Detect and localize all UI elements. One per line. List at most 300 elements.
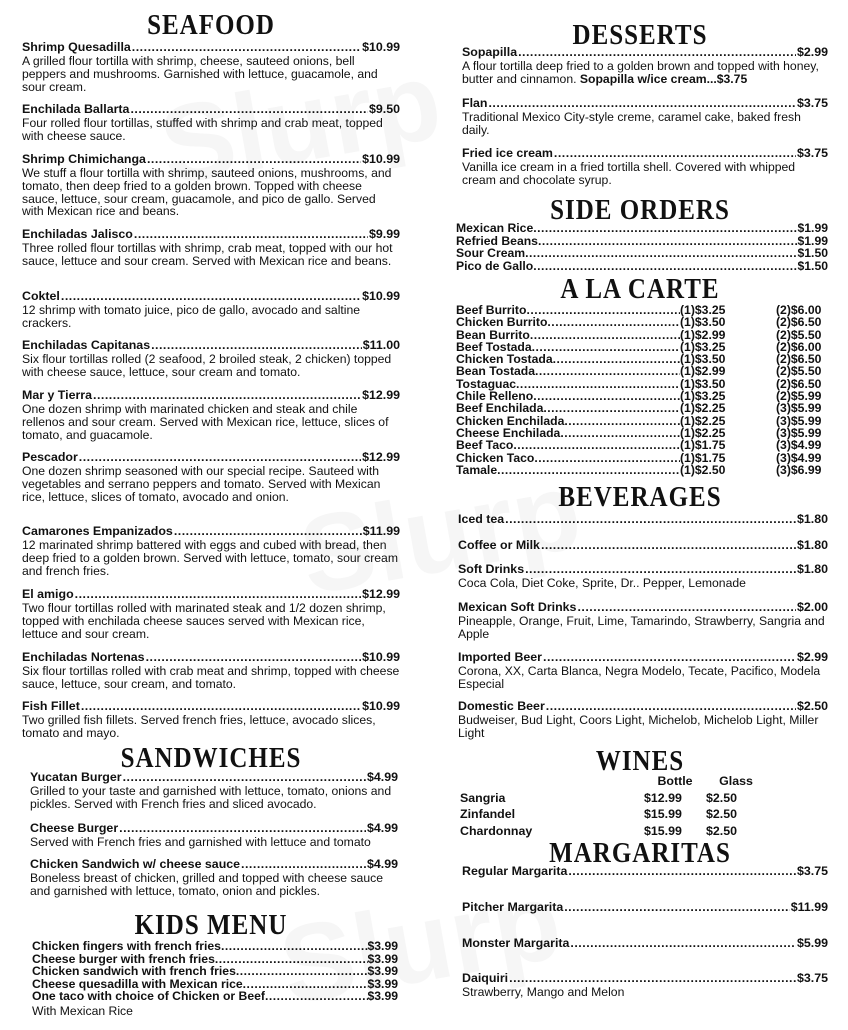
- dot-leader: [75, 587, 361, 601]
- menu-item-price: $3.75: [796, 146, 828, 160]
- menu-item-header: [458, 600, 828, 614]
- menu-item-name: Iced tea: [458, 512, 505, 526]
- menu-item: [462, 864, 828, 878]
- list-item-price: $3.99: [367, 939, 398, 953]
- dot-leader: [215, 953, 368, 966]
- side-orders-list: [456, 222, 828, 272]
- menu-item-description-text: Four rolled flour tortillas, stuffed with shrimp and crab meat, topped with cheese sauce.: [22, 116, 383, 143]
- menu-item-description-text: Strawberry, Mango and Melon: [462, 985, 625, 999]
- menu-item-header: [458, 562, 828, 576]
- dot-leader: [577, 600, 796, 614]
- menu-item-name: Mexican Soft Drinks: [458, 600, 577, 614]
- list-item-name: Refried Beans: [456, 233, 538, 248]
- dot-leader: [509, 971, 796, 985]
- menu-item-description: [22, 167, 400, 218]
- a-la-carte-row: [456, 402, 828, 414]
- menu-item-header: [458, 538, 828, 552]
- menu-item-name: Cheese Burger: [30, 821, 119, 835]
- a-la-carte-price-multi: (3)$4.99: [776, 438, 822, 453]
- dot-leader: [547, 316, 680, 328]
- list-item-price: $1.50: [797, 258, 828, 273]
- dot-leader: [530, 329, 680, 341]
- menu-item: [22, 587, 400, 640]
- wine-name: Zinfandel: [460, 807, 516, 821]
- spacer: [734, 452, 776, 464]
- a-la-carte-row: [456, 452, 828, 464]
- menu-item-header: [22, 289, 400, 303]
- menu-item-description: [22, 353, 400, 379]
- menu-item-header: [458, 650, 828, 664]
- menu-item-header: [462, 971, 828, 985]
- list-item-name: Cheese quesadilla with Mexican rice: [32, 976, 243, 991]
- menu-item-description: [22, 714, 400, 740]
- menu-item-header: [22, 524, 400, 538]
- menu-item-description: [462, 111, 828, 137]
- menu-item-description: [458, 714, 828, 740]
- list-item: [32, 940, 398, 953]
- dot-leader: [513, 439, 680, 451]
- seafood-title: SEAFOOD: [147, 10, 275, 41]
- a-la-carte-price-single: (1)$2.99: [680, 364, 726, 379]
- dot-leader: [236, 965, 368, 978]
- list-item-name: Cheese burger with french fries: [32, 951, 215, 966]
- list-item-price: $1.50: [797, 246, 828, 260]
- beverages-title: BEVERAGES: [558, 482, 722, 513]
- menu-item-header: [462, 900, 828, 914]
- menu-item: [458, 699, 828, 740]
- dot-leader: [93, 388, 361, 402]
- dot-leader: [130, 102, 368, 116]
- wines-header-row: [460, 773, 766, 790]
- menu-item-description-text: A grilled flour tortilla with shrimp, cheese, sauteed onions, bell peppers and mushrooms. Garnished with lettuce, guacamole, and sour cream.: [22, 54, 378, 94]
- menu-item-name: Flan: [462, 96, 488, 110]
- dot-leader: [538, 235, 798, 248]
- menu-item-price: $4.99: [366, 857, 398, 871]
- menu-item-description-text: We stuff a flour tortilla with shrimp, sauteed onions, mushrooms, and tomato, then deep fried to a golden brown. Topped with cheese sauce, lettuce, sour cream, guacamole, and pico de gallo. Served with Mexican rice and beans.: [22, 166, 392, 219]
- dot-leader: [543, 650, 796, 664]
- a-la-carte-price-multi: (2)$6.50: [776, 352, 822, 367]
- menu-item-header: [462, 96, 828, 110]
- spacer: [734, 316, 776, 328]
- menu-item-price: $12.99: [362, 587, 400, 601]
- a-la-carte-price-single: (1)$3.25: [680, 339, 726, 354]
- a-la-carte-price-multi: (2)$5.99: [776, 389, 822, 404]
- a-la-carte-price-single: (1)$1.75: [680, 438, 726, 453]
- a-la-carte-price-single: (1)$2.25: [680, 425, 726, 440]
- wine-bottle-price: $15.99: [644, 807, 682, 821]
- dot-leader: [568, 864, 796, 878]
- a-la-carte-price-multi: (2)$6.50: [776, 315, 822, 330]
- wine-glass-price: $2.50: [706, 807, 738, 821]
- sandwiches-title: SANDWICHES: [120, 743, 302, 774]
- spacer: [734, 464, 776, 476]
- spacer: [734, 427, 776, 439]
- wine-name: Chardonnay: [460, 823, 533, 838]
- dot-leader: [505, 512, 796, 526]
- dot-leader: [546, 699, 796, 713]
- spacer: [734, 415, 776, 427]
- dot-leader: [241, 857, 366, 871]
- menu-item-name: Sopapilla: [462, 45, 518, 59]
- menu-item: [458, 650, 828, 691]
- menu-item-header: [22, 102, 400, 116]
- dot-leader: [147, 152, 361, 166]
- list-item: [456, 247, 828, 260]
- menu-item-header: [30, 821, 398, 835]
- menu-item: [22, 40, 400, 93]
- menu-item-header: [458, 699, 828, 713]
- menu-item: [462, 146, 828, 187]
- menu-item-price: $9.50: [368, 102, 400, 116]
- a-la-carte-row: [456, 316, 828, 328]
- menu-item-description: [22, 403, 400, 441]
- menu-item-price: $4.99: [366, 770, 398, 784]
- list-item-name: One taco with choice of Chicken or Beef: [32, 989, 265, 1003]
- menu-item-name: Pescador: [22, 450, 78, 464]
- wines-title: WINES: [595, 746, 685, 777]
- menu-item-description-text: Two flour tortillas rolled with marinated steak and 1/2 dozen shrimp, topped with enchilada cheese sauces served with Mexican rice, lettuce and sour cream.: [22, 601, 386, 641]
- menu-item-price: $12.99: [362, 450, 400, 464]
- a-la-carte-price-multi: (3)$6.99: [776, 462, 822, 477]
- wines-col-glass: Glass: [719, 774, 753, 788]
- menu-item-price: $11.00: [362, 338, 400, 352]
- menu-item-price: $10.99: [362, 152, 400, 166]
- a-la-carte-name: Cheese Enchilada: [456, 425, 561, 440]
- menu-item-price: $12.99: [362, 388, 400, 402]
- list-item-name: Sour Cream: [456, 246, 526, 260]
- menu-item-price: $1.80: [796, 562, 828, 576]
- a-la-carte-price-single: (1)$3.50: [680, 352, 726, 367]
- menu-item: [22, 699, 400, 740]
- menu-item: [30, 857, 398, 898]
- a-la-carte-price-single: (1)$3.50: [680, 315, 726, 330]
- menu-item-price: $11.99: [362, 524, 400, 538]
- menu-item-description-text: Pineapple, Orange, Fruit, Lime, Tamarindo, Strawberry, Sangria and Apple: [458, 614, 825, 641]
- menu-item-description: [22, 602, 400, 640]
- spacer: [734, 402, 776, 414]
- menu-item-name: Fried ice cream: [462, 146, 553, 160]
- a-la-carte-name: Beef Tostada: [456, 339, 532, 354]
- a-la-carte-price-multi: (2)$6.50: [776, 376, 822, 391]
- list-item-price: $3.99: [367, 964, 398, 978]
- menu-item-description: [30, 785, 398, 811]
- menu-item-header: [462, 146, 828, 160]
- spacer: [734, 439, 776, 451]
- list-item-price: $1.99: [797, 221, 828, 235]
- dot-leader: [132, 40, 361, 54]
- a-la-carte-price-multi: (3)$5.99: [776, 401, 822, 416]
- a-la-carte-name: Beef Taco: [456, 438, 514, 453]
- menu-item-price: $10.99: [362, 699, 400, 713]
- wine-row: [460, 823, 766, 840]
- wines-col-bottle: Bottle: [657, 774, 693, 788]
- dot-leader: [533, 222, 797, 235]
- menu-item: [458, 512, 828, 526]
- menu-item-header: [22, 450, 400, 464]
- menu-item-price: $3.75: [796, 96, 828, 110]
- list-item-price: $3.99: [367, 989, 398, 1003]
- menu-item-description-text: Two grilled fish fillets. Served french fries, lettuce, avocado slices, tomato and mayo.: [22, 713, 376, 740]
- wine-row: [460, 806, 766, 823]
- menu-item-name: Enchiladas Capitanas: [22, 338, 151, 352]
- menu-item-description: [458, 665, 828, 691]
- dot-leader: [560, 427, 680, 439]
- dot-leader: [123, 770, 366, 784]
- menu-item-description-text: Traditional Mexico City-style creme, caramel cake, baked fresh daily.: [462, 110, 801, 137]
- menu-item: [462, 96, 828, 137]
- list-item: [32, 965, 398, 978]
- menu-item: [30, 821, 398, 849]
- list-item-price: $3.99: [367, 976, 398, 991]
- a-la-carte-name: Tostaguac: [456, 376, 517, 391]
- menu-item-header: [462, 864, 828, 878]
- menu-item-description: [22, 304, 400, 330]
- menu-item-description-text: Served with French fries and garnished with lettuce and tomato: [30, 835, 371, 849]
- wine-name: Sangria: [460, 790, 506, 805]
- a-la-carte-name: Bean Burrito: [456, 327, 530, 342]
- menu-item-description: [22, 539, 400, 577]
- menu-item: [22, 524, 400, 577]
- menu-item-header: [22, 152, 400, 166]
- list-item-name: Mexican Rice: [456, 221, 534, 235]
- menu-item-description: [462, 60, 828, 86]
- menu-item-extra-option: Sopapilla w/ice cream...$3.75: [579, 71, 748, 86]
- menu-item-price: $2.50: [796, 699, 828, 713]
- spacer: [734, 353, 776, 365]
- menu-item-name: Shrimp Quesadilla: [22, 40, 131, 54]
- menu-item-name: Mar y Tierra: [22, 388, 93, 402]
- menu-item-name: Enchilada Ballarta: [22, 102, 130, 116]
- list-item-name: Chicken sandwich with french fries: [32, 964, 236, 978]
- menu-item-description: [30, 836, 398, 849]
- a-la-carte-title: A LA CARTE: [560, 274, 720, 305]
- menu-item-name: Imported Beer: [458, 650, 542, 664]
- menu-item-name: Fish Fillet: [22, 699, 80, 713]
- list-item-name: Chicken fingers with french fries: [32, 939, 221, 953]
- menu-item-description-text: Three rolled flour tortillas with shrimp, crab meat, topped with our hot sauce, lettuce and sour cream. Served with Mexican rice and beans.: [22, 241, 393, 268]
- a-la-carte-name: Chicken Taco: [456, 450, 535, 465]
- menu-item: [462, 45, 828, 86]
- menu-item-price: $5.99: [796, 936, 828, 950]
- a-la-carte-name: Tamale: [456, 462, 498, 477]
- desserts-title: DESSERTS: [572, 20, 708, 51]
- a-la-carte-price-multi: (2)$5.50: [776, 364, 822, 379]
- menu-item-price: $2.99: [796, 650, 828, 664]
- menu-item-header: [30, 770, 398, 784]
- kids-menu-title: KIDS MENU: [134, 910, 288, 941]
- kids-menu-list: [32, 940, 398, 1003]
- dot-leader: [564, 900, 790, 914]
- wine-bottle-price: $15.99: [644, 823, 682, 838]
- menu-item-description: [30, 872, 398, 898]
- menu-item-name: Camarones Empanizados: [22, 524, 173, 538]
- menu-item-description: [22, 665, 400, 691]
- menu-item: [22, 450, 400, 503]
- a-la-carte-price-single: (1)$2.50: [680, 462, 726, 477]
- dot-leader: [535, 365, 680, 377]
- menu-item-price: $9.99: [368, 227, 400, 241]
- menu-item-name: Soft Drinks: [458, 562, 525, 576]
- dot-leader: [533, 390, 680, 402]
- a-la-carte-list: [456, 304, 828, 476]
- kids-menu-note: With Mexican Rice: [32, 1004, 133, 1018]
- menu-item: [458, 538, 828, 552]
- menu-item-name: Coffee or Milk: [458, 538, 540, 552]
- menu-item-description: [22, 242, 400, 268]
- dot-leader: [79, 450, 361, 464]
- dot-leader: [81, 699, 361, 713]
- a-la-carte-row: [456, 439, 828, 451]
- menu-item-price: $2.00: [796, 600, 828, 614]
- a-la-carte-price-multi: (3)$5.99: [776, 425, 822, 440]
- menu-item: [22, 650, 400, 691]
- dot-leader: [532, 341, 680, 353]
- dot-leader: [119, 821, 366, 835]
- dot-leader: [570, 936, 796, 950]
- spacer: [734, 304, 776, 316]
- menu-item-header: [22, 650, 400, 664]
- menu-item-price: $11.99: [790, 900, 828, 914]
- a-la-carte-name: Chile Relleno: [456, 389, 534, 404]
- wine-row: [460, 790, 766, 807]
- menu-item-price: $1.80: [796, 512, 828, 526]
- dot-leader: [265, 990, 368, 1003]
- menu-item: [22, 338, 400, 379]
- menu-item-description-text: One dozen shrimp with marinated chicken and steak and chile rellenos and sour cream. Served with Mexican rice, lettuce, slices of tomato, and guacamole.: [22, 402, 389, 442]
- menu-item-name: Shrimp Chimichanga: [22, 152, 146, 166]
- wine-glass-price: $2.50: [706, 823, 738, 838]
- list-item: [32, 990, 398, 1003]
- menu-item-name: Daiquiri: [462, 971, 509, 985]
- menu-item-header: [462, 936, 828, 950]
- a-la-carte-price-multi: (2)$5.50: [776, 327, 822, 342]
- menu-item: [22, 388, 400, 441]
- dot-leader: [497, 464, 680, 476]
- menu-item-header: [22, 40, 400, 54]
- spacer: [734, 378, 776, 390]
- menu-item-description-text: A flour tortilla deep fried to a golden brown and topped with honey, butter and cinnamon.: [462, 59, 819, 86]
- list-item: [456, 222, 828, 235]
- menu-item-price: $1.80: [796, 538, 828, 552]
- menu-item-name: Regular Margarita: [462, 864, 568, 878]
- menu-item-price: $4.99: [366, 821, 398, 835]
- dot-leader: [134, 227, 368, 241]
- menu-item-description: [458, 615, 828, 641]
- menu-item-price: $10.99: [362, 650, 400, 664]
- a-la-carte-name: Chicken Enchilada: [456, 413, 565, 428]
- dot-leader: [534, 452, 680, 464]
- dot-leader: [543, 402, 680, 414]
- menu-item-description: [22, 117, 400, 143]
- menu-item-description: [22, 465, 400, 503]
- a-la-carte-price-single: (1)$2.25: [680, 413, 726, 428]
- wines-table: [460, 773, 766, 839]
- spacer: [734, 365, 776, 377]
- a-la-carte-name: Chicken Burrito: [456, 315, 548, 330]
- menu-item-name: Pitcher Margarita: [462, 900, 564, 914]
- menu-item: [22, 227, 400, 268]
- menu-item-header: [22, 227, 400, 241]
- dot-leader: [525, 247, 797, 260]
- a-la-carte-price-single: (1)$2.99: [680, 327, 726, 342]
- menu-item-description-text: Coca Cola, Diet Coke, Sprite, Dr.. Pepper, Lemonade: [458, 576, 746, 590]
- menu-item-header: [22, 338, 400, 352]
- menu-item-name: Enchiladas Jalisco: [22, 227, 133, 241]
- a-la-carte-name: Bean Tostada: [456, 364, 536, 379]
- menu-item-description: [458, 577, 828, 590]
- menu-item-name: Enchiladas Nortenas: [22, 650, 145, 664]
- a-la-carte-price-single: (1)$1.75: [680, 450, 726, 465]
- dot-leader: [554, 146, 796, 160]
- a-la-carte-price-multi: (3)$4.99: [776, 450, 822, 465]
- menu-item-description: [22, 55, 400, 93]
- dot-leader: [526, 304, 680, 316]
- spacer: [734, 390, 776, 402]
- menu-item: [22, 102, 400, 143]
- dot-leader: [525, 562, 796, 576]
- menu-item-name: Coktel: [22, 289, 60, 303]
- side-orders-title: SIDE ORDERS: [550, 195, 730, 226]
- dot-leader: [174, 524, 362, 538]
- menu-item-description-text: Vanilla ice cream in a fried tortilla shell. Covered with whipped cream and chocolate syrup.: [462, 160, 796, 187]
- dot-leader: [146, 650, 362, 664]
- spacer: [734, 329, 776, 341]
- menu-item-header: [462, 45, 828, 59]
- menu-item-description-text: Six flour tortillas rolled (2 seafood, 2 broiled steak, 2 chicken) topped with cheese sauce, lettuce, sour cream and tomato.: [22, 352, 392, 379]
- list-item: [456, 260, 828, 273]
- a-la-carte-name: Chicken Tostada: [456, 352, 553, 367]
- dot-leader: [533, 260, 797, 273]
- dot-leader: [516, 378, 680, 390]
- menu-item-description-text: Corona, XX, Carta Blanca, Negra Modelo, Tecate, Pacifico, Modela Especial: [458, 664, 821, 691]
- a-la-carte-price-single: (1)$3.25: [680, 303, 726, 317]
- a-la-carte-price-multi: (2)$6.00: [776, 339, 822, 354]
- a-la-carte-price-single: (1)$3.50: [680, 376, 726, 391]
- menu-item-header: [22, 388, 400, 402]
- a-la-carte-price-multi: (3)$5.99: [776, 413, 822, 428]
- a-la-carte-row: [456, 365, 828, 377]
- menu-item-name: Yucatan Burger: [30, 770, 122, 784]
- menu-item-price: $10.99: [362, 289, 400, 303]
- menu-item: [458, 600, 828, 641]
- menu-item-description-text: Boneless breast of chicken, grilled and topped with cheese sauce and garnished with lettuce, tomato, onion and pickles.: [30, 871, 383, 898]
- dot-leader: [61, 289, 361, 303]
- dot-leader: [488, 96, 796, 110]
- a-la-carte-price-single: (1)$2.25: [680, 401, 726, 416]
- dot-leader: [518, 45, 796, 59]
- menu-item-name: Monster Margarita: [462, 936, 570, 950]
- dot-leader: [151, 338, 362, 352]
- menu-item: [22, 289, 400, 330]
- menu-item-header: [30, 857, 398, 871]
- margaritas-title: MARGARITAS: [549, 838, 731, 869]
- dot-leader: [553, 353, 680, 365]
- a-la-carte-name: Beef Enchilada: [456, 401, 544, 416]
- menu-item-header: [22, 699, 400, 713]
- menu-item-name: Chicken Sandwich w/ cheese sauce: [30, 857, 241, 871]
- menu-item-price: $3.75: [796, 864, 828, 878]
- menu-item: [30, 770, 398, 811]
- menu-item: [462, 971, 828, 999]
- list-item-name: Pico de Gallo: [456, 258, 534, 273]
- list-item-price: $3.99: [367, 951, 398, 966]
- menu-item: [22, 152, 400, 218]
- a-la-carte-name: Beef Burrito: [456, 303, 527, 317]
- spacer: [734, 341, 776, 353]
- menu-item-price: $10.99: [362, 40, 400, 54]
- menu-item-description-text: 12 marinated shrimp battered with eggs and cubed with bread, then deep fried to a golden brown. Served with lettuce, tomato, sour cream and french fries.: [22, 538, 398, 578]
- menu-item-description-text: One dozen shrimp seasoned with our special recipe. Sauteed with vegetables and serrano peppers and tomato. Served with Mexican rice, lettuce, slices of tomato, avocado and onion.: [22, 464, 381, 504]
